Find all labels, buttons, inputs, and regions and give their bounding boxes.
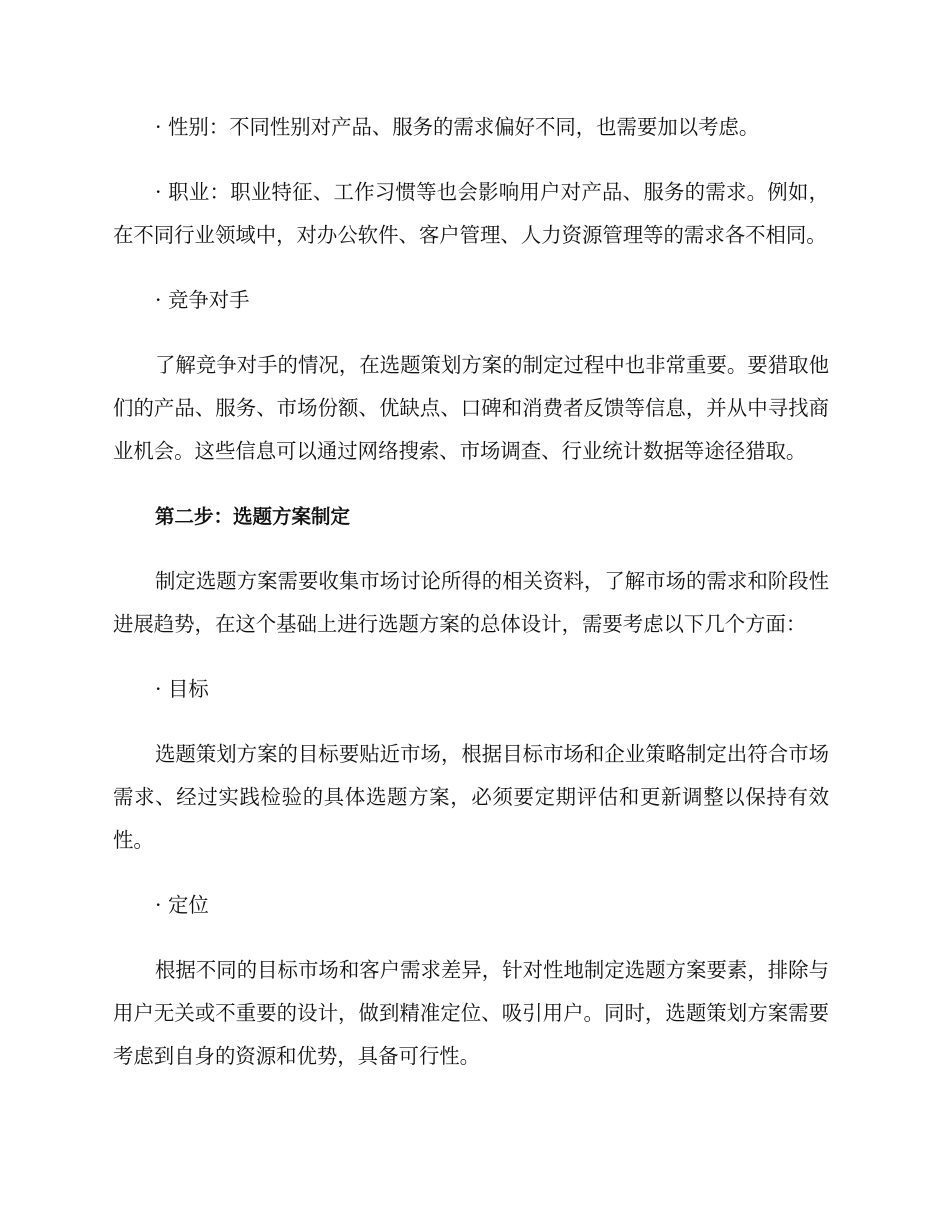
- paragraph-positioning: 根据不同的目标市场和客户需求差异，针对性地制定选题方案要素，排除与用户无关或不重要的设计，做到精准定位、吸引用户。同时，选题策划方案需要考虑到自身的资源和优势，具备可行性。: [113, 958, 829, 1068]
- bullet-positioning: · 定位: [155, 893, 209, 917]
- paragraph-plan-formulation: 制定选题方案需要收集市场讨论所得的相关资料，了解市场的需求和阶段性进展趋势，在这个基础上进行选题方案的总体设计，需要考虑以下几个方面：: [113, 569, 829, 636]
- bullet-occupation: · 职业：职业特征、工作习惯等也会影响用户对产品、服务的需求。例如，在不同行业领域中，对办公软件、客户管理、人力资源管理等的需求各不相同。: [113, 180, 829, 247]
- section-heading-step-two: 第二步：选题方案制定: [155, 505, 351, 528]
- bullet-gender: · 性别：不同性别对产品、服务的需求偏好不同，也需要加以考虑。: [155, 115, 760, 139]
- bullet-goal: · 目标: [155, 677, 209, 701]
- bullet-competitors: · 竞争对手: [155, 288, 250, 312]
- paragraph-competitor-analysis: 了解竞争对手的情况，在选题策划方案的制定过程中也非常重要。要猎取他们的产品、服务、市场份额、优缺点、口碑和消费者反馈等信息，并从中寻找商业机会。这些信息可以通过网络搜索、市场调查、行业统计数据等途径猎取。: [113, 353, 829, 463]
- document-body: [113, 106, 829, 1100]
- paragraph-goal: 选题策划方案的目标要贴近市场，根据目标市场和企业策略制定出符合市场需求、经过实践检验的具体选题方案，必须要定期评估和更新调整以保持有效性。: [113, 742, 829, 852]
